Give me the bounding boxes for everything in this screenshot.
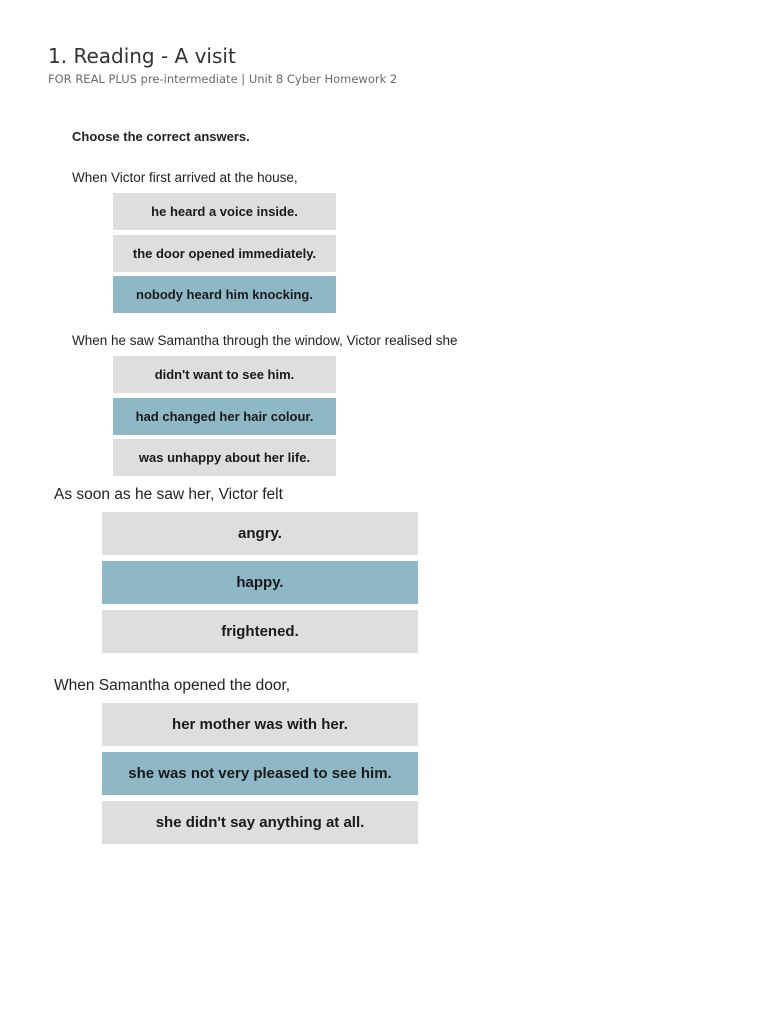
question-2-option-2[interactable]: had changed her hair colour. <box>113 398 336 435</box>
question-2-option-3[interactable]: was unhappy about her life. <box>113 439 336 476</box>
question-3-option-3[interactable]: frightened. <box>102 610 418 653</box>
question-4-option-2[interactable]: she was not very pleased to see him. <box>102 752 418 795</box>
instruction-text: Choose the correct answers. <box>72 129 250 144</box>
question-3-option-1[interactable]: angry. <box>102 512 418 555</box>
question-2-option-1[interactable]: didn't want to see him. <box>113 356 336 393</box>
question-2-prompt: When he saw Samantha through the window, Victor realised she <box>72 333 458 348</box>
page-subtitle: FOR REAL PLUS pre-intermediate | Unit 8 Cyber Homework 2 <box>48 72 398 86</box>
question-4-option-1[interactable]: her mother was with her. <box>102 703 418 746</box>
page-title: 1. Reading - A visit <box>48 44 236 68</box>
question-1-option-2[interactable]: the door opened immediately. <box>113 235 336 272</box>
question-3-option-2[interactable]: happy. <box>102 561 418 604</box>
question-1-option-1[interactable]: he heard a voice inside. <box>113 193 336 230</box>
question-4-prompt: When Samantha opened the door, <box>54 677 291 694</box>
question-1-prompt: When Victor first arrived at the house, <box>72 170 298 185</box>
question-1-option-3[interactable]: nobody heard him knocking. <box>113 276 336 313</box>
question-4-option-3[interactable]: she didn't say anything at all. <box>102 801 418 844</box>
question-3-prompt: As soon as he saw her, Victor felt <box>54 486 283 503</box>
